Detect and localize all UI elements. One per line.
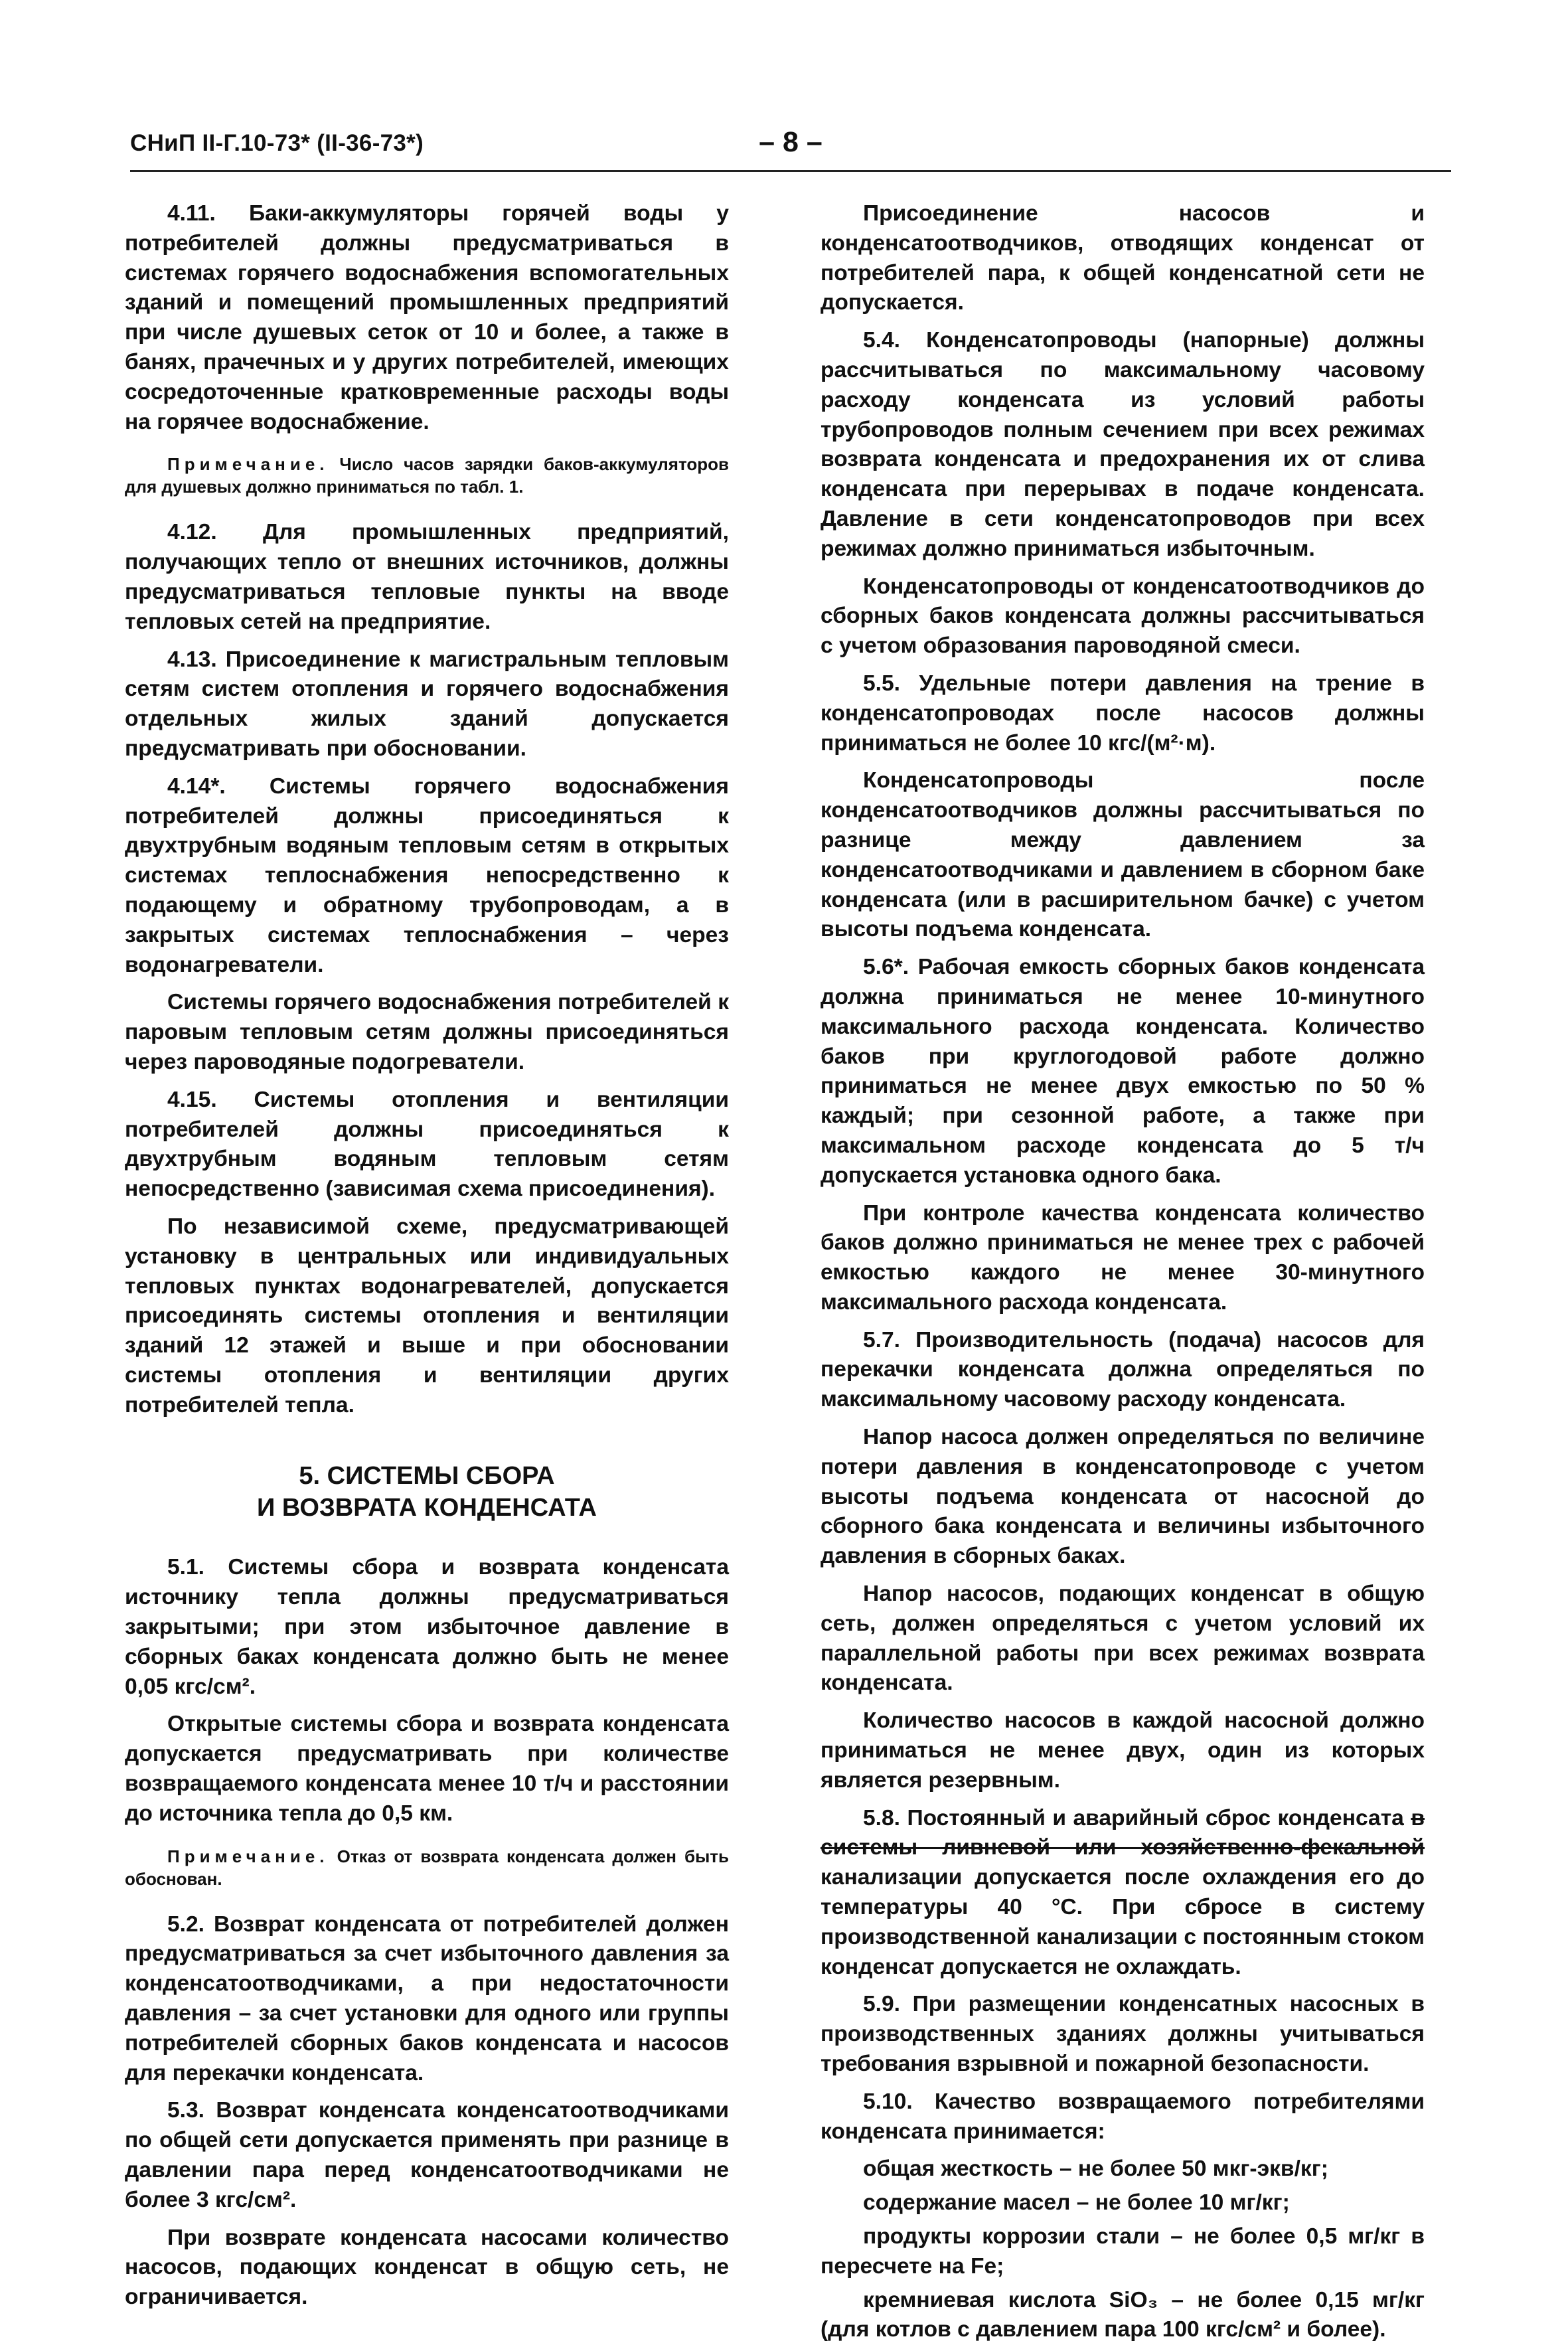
page-number: – 8 – [759, 126, 823, 158]
clause-number: 5.6*. [863, 955, 909, 980]
paragraph-5-3 [125, 2096, 729, 2215]
clause-text: Системы отопления и вентиляции потребителей должны присоединяться к двухтрубным водяным тепловым сетям непосредственно (зависимая схема присоединения). [125, 1087, 729, 1202]
clause-text-cont: канализации допускается после охлаждения его до температуры 40 °С. При сбросе в систему производственной канализации с постоянным стоком конденсат допускается не охлаждать. [821, 1865, 1425, 1979]
clause-text: Возврат конденсата от потребителей должен предусматриваться за счет избыточного давления за конденсатоотводчиками, а при недостаточности давления – за счет установки для одного или группы потребителей сборных баков конденсата и насосов для перекачки конденсата. [125, 1911, 729, 2085]
paragraph-5-3-cont: При возврате конденсата насосами количество насосов, подающих конденсат в общую сеть, не ограничивается. [125, 2225, 729, 2310]
note-text: Число часов зарядки баков-аккумуляторов для душевых должно приниматься по табл. 1. [125, 454, 729, 497]
clause-text: Системы горячего водоснабжения потребителей должны присоединяться к двухтрубным водяным тепловым сетям в открытых системах теплоснабжения непосредственно к подающему и обратному трубопроводам, а в закрытых системах теплоснабжения – через водонагреватели. [125, 773, 729, 977]
clause-number: 4.13. [167, 647, 217, 672]
clause-number: 5.9. [863, 1992, 901, 2017]
paragraph-4-14 [125, 772, 729, 981]
note-4-11 [125, 453, 729, 498]
quality-item-corrosion: продукты коррозии стали – не более 0,5 мг/кг в пересчете на Fe; [821, 2224, 1425, 2279]
paragraph-5-1-cont: Открытые системы сбора и возврата конденсата допускается предусматривать при количестве возвращаемого конденсата менее 10 т/ч и расстоянии до источника тепла до 0,5 км. [125, 1712, 729, 1826]
clause-number: 5.10. [863, 2089, 913, 2114]
quality-item-hardness: общая жесткость – не более 50 мкг-экв/кг; [863, 2156, 1328, 2182]
clause-text: Постоянный и аварийный сброс конденсата [907, 1805, 1404, 1830]
page-header [130, 126, 1451, 172]
paragraph-5-2 [125, 1910, 729, 2089]
paragraph-4-15 [125, 1086, 729, 1204]
note-text: Отказ от возврата конденсата должен быть обоснован. [125, 1846, 729, 1889]
clause-text: Рабочая емкость сборных баков конденсата должна приниматься не менее 10-минутного максимального расхода конденсата. Количество баков при круглогодовой работе должно приниматься не менее двух емкостью по 50 % каждый; при сезонной работе, а также при максимальном расходе конденсата до 5 т/ч допускается установка одного бака. [821, 955, 1425, 1188]
clause-number: 5.1. [167, 1555, 205, 1580]
section-title [125, 1460, 729, 1524]
document-code: СНиП II-Г.10-73* (II-36-73*) [130, 130, 424, 156]
paragraph-5-7-cont-3: Количество насосов в каждой насосной должно приниматься не менее двух, один из которых является резервным. [821, 1708, 1425, 1793]
clause-number: 4.15. [167, 1087, 217, 1112]
right-column [821, 199, 1425, 2349]
clause-text: Системы сбора и возврата конденсата источнику тепла должны предусматриваться закрытыми; при этом избыточное давление в сборных баках конденсата должно быть не менее 0,05 кгс/см². [125, 1555, 729, 1699]
paragraph-4-15-cont: По независимой схеме, предусматривающей установку в центральных или индивидуальных тепловых пунктах водонагревателей, допускается присоединять системы отопления и вентиляции зданий 12 этажей и выше и при обосновании системы отопления и вентиляции других потребителей тепла. [125, 1214, 729, 1418]
paragraph-4-13 [125, 645, 729, 764]
paragraph-5-10 [821, 2087, 1425, 2147]
clause-number: 4.14*. [167, 773, 226, 799]
paragraph-5-9 [821, 1990, 1425, 2079]
paragraph-4-12 [125, 518, 729, 637]
paragraph-5-4 [821, 326, 1425, 564]
clause-text: Для промышленных предприятий, получающих тепло от внешних источников, должны предусматриваться тепловые пункты на вводе тепловых сетей на предприятие. [125, 520, 729, 634]
clause-text: Качество возвращаемого потребителями конденсата принимается: [821, 2089, 1425, 2144]
clause-number: 5.5. [863, 671, 901, 696]
clause-text: Баки-аккумуляторы горячей воды у потребителей должны предусматриваться в системах горячего водоснабжения вспомогательных зданий и помещений промышленных предприятий при числе душевых сеток от 10 и более, а также в банях, прачечных и у других потребителей, имеющих сосредоточенные кратковременные расходы воды на горячее водоснабжение. [125, 201, 729, 434]
clause-text: Удельные потери давления на трение в конденсатопроводах после насосов должны приниматься не более 10 кгс/(м²·м). [821, 671, 1425, 756]
clause-text: Конденсатопроводы (напорные) должны рассчитываться по максимальному часовому расходу конденсата из условий работы трубопроводов полным сечением при всех режимах возврата конденсата и предохранения их от слива конденсата при перерывах в подаче конденсата. Давление в сети конденсатопроводов при всех режимах должно приниматься избыточным. [821, 328, 1425, 561]
section-title-line-1: 5. СИСТЕМЫ СБОРА [299, 1462, 555, 1491]
clause-number: 5.8. [863, 1805, 901, 1830]
note-label: Примечание. [167, 454, 329, 475]
paragraph-4-11 [125, 199, 729, 437]
clause-number: 5.2. [167, 1911, 205, 1937]
struck-text: в системы ливневой или хозяйственно-фекальной [821, 1805, 1425, 1860]
clause-text: Присоединение к магистральным тепловым сетям систем отопления и горячего водоснабжения отдельных жилых зданий допускается предусматривать при обосновании. [125, 647, 729, 761]
note-5-1 [125, 1845, 729, 1890]
paragraph-5-5-cont: Конденсатопроводы после конденсатоотводчиков должны рассчитываться по разнице между давлением за конденсатоотводчиками и давлением в сборном баке конденсата (или в расширительном бачке) с учетом высоты подъема конденсата. [821, 768, 1425, 942]
paragraph-5-6 [821, 953, 1425, 1190]
paragraph-5-5 [821, 669, 1425, 758]
clause-number: 4.12. [167, 520, 217, 545]
clause-number: 4.11. [167, 201, 216, 226]
paragraph-5-1 [125, 1553, 729, 1702]
section-title-line-2: И ВОЗВРАТА КОНДЕНСАТА [257, 1494, 597, 1522]
paragraph-5-6-cont: При контроле качества конденсата количество баков должно приниматься не менее трех с рабочей емкостью каждого не менее 30-минутного максимального расхода конденсата. [821, 1200, 1425, 1315]
note-label: Примечание. [167, 1846, 329, 1866]
paragraph-5-7-cont-2: Напор насосов, подающих конденсат в общую сеть, должен определяться с учетом условий их параллельной работы при всех режимах возврата конденсата. [821, 1581, 1425, 1696]
quality-item-oil: содержание масел – не более 10 мг/кг; [863, 2190, 1290, 2216]
paragraph-4-14-cont: Системы горячего водоснабжения потребителей к паровым тепловым сетям должны присоединяться через пароводяные подогреватели. [125, 990, 729, 1074]
clause-number: 5.4. [863, 328, 901, 353]
paragraph-5-4-cont: Конденсатопроводы от конденсатоотводчиков до сборных баков конденсата должны рассчитываться с учетом образования пароводяной смеси. [821, 574, 1425, 659]
paragraph-5-3-cont-2: Присоединение насосов и конденсатоотводчиков, отводящих конденсат от потребителей пара, к общей конденсатной сети не допускается. [821, 201, 1425, 315]
paragraph-5-7-cont: Напор насоса должен определяться по величине потери давления в конденсатопроводе с учетом высоты подъема конденсата от насосной до сборного бака конденсата и величины избыточного давления в сборных баках. [821, 1425, 1425, 1569]
clause-number: 5.3. [167, 2098, 205, 2123]
left-column [125, 199, 729, 2320]
clause-text: Возврат конденсата конденсатоотводчиками по общей сети допускается применять при разнице в давлении пара перед конденсатоотводчиками не более 3 кгс/см². [125, 2098, 729, 2212]
clause-number: 5.7. [863, 1327, 901, 1352]
clause-text: Производительность (подача) насосов для перекачки конденсата должна определяться по максимальному часовому расходу конденсата. [821, 1327, 1425, 1412]
clause-text: При размещении конденсатных насосных в производственных зданиях должны учитываться требования взрывной и пожарной безопасности. [821, 1992, 1425, 2077]
quality-item-silicic-acid: кремниевая кислота SiO₃ – не более 0,15 мг/кг (для котлов с давлением пара 100 кгс/см² и более). [821, 2287, 1425, 2342]
paragraph-5-8 [821, 1804, 1425, 1983]
paragraph-5-7 [821, 1326, 1425, 1415]
